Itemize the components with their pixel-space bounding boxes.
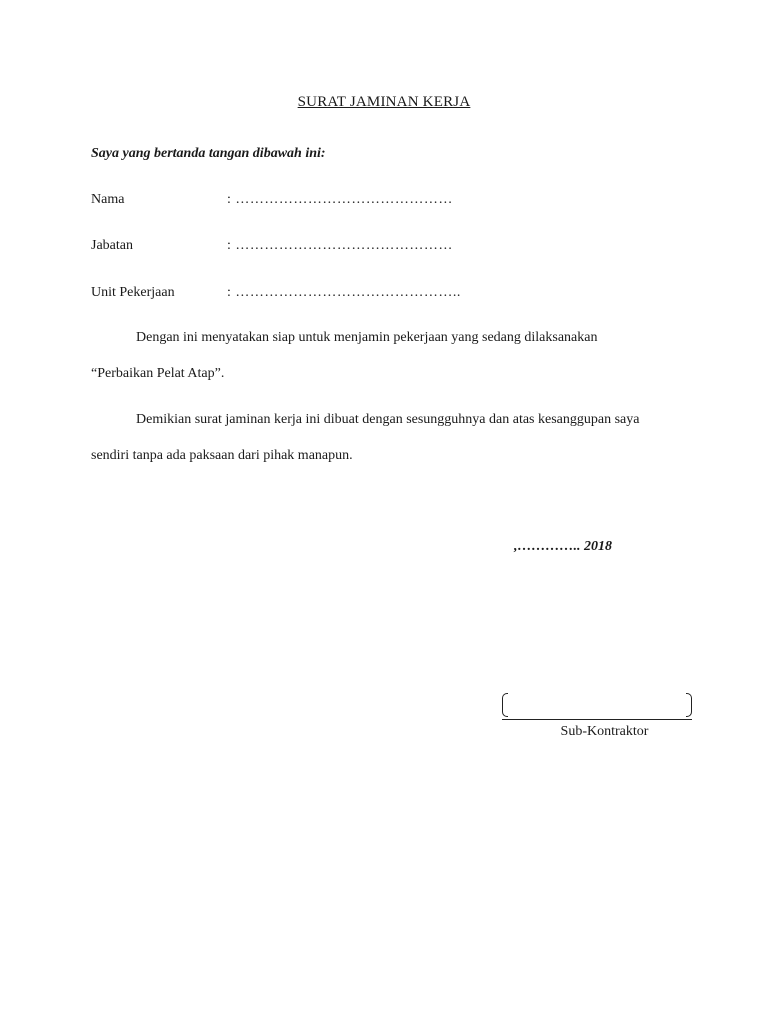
paragraph-1-line-1: Dengan ini menyatakan siap untuk menjamin pekerjaan yang sedang dilaksanakan bbox=[136, 330, 598, 345]
field-value: : ……………………………………….. bbox=[227, 285, 461, 300]
intro-text: Saya yang bertanda tangan dibawah ini: bbox=[91, 146, 326, 161]
date-line: ,………….. 2018 bbox=[514, 539, 612, 554]
field-value: : ……………………………………… bbox=[227, 238, 453, 253]
field-nama bbox=[91, 192, 691, 208]
field-unit-pekerjaan bbox=[91, 285, 691, 301]
field-label: Unit Pekerjaan bbox=[91, 285, 175, 300]
field-label: Nama bbox=[91, 192, 125, 207]
left-bracket bbox=[502, 693, 508, 717]
paragraph-2-line-1: Demikian surat jaminan kerja ini dibuat dengan sesungguhnya dan atas kesanggupan saya bbox=[136, 412, 640, 427]
right-bracket bbox=[686, 693, 692, 717]
paragraph-1-line-2: “Perbaikan Pelat Atap”. bbox=[91, 366, 225, 381]
field-label: Jabatan bbox=[91, 238, 133, 253]
field-jabatan bbox=[91, 238, 691, 254]
document-title: SURAT JAMINAN KERJA bbox=[297, 94, 471, 110]
field-value: : ……………………………………… bbox=[227, 192, 453, 207]
signature-name-bracket bbox=[502, 693, 692, 719]
signature-line bbox=[502, 719, 692, 720]
paragraph-2-line-2: sendiri tanpa ada paksaan dari pihak manapun. bbox=[91, 448, 353, 463]
signature-role: Sub-Kontraktor bbox=[560, 724, 649, 739]
